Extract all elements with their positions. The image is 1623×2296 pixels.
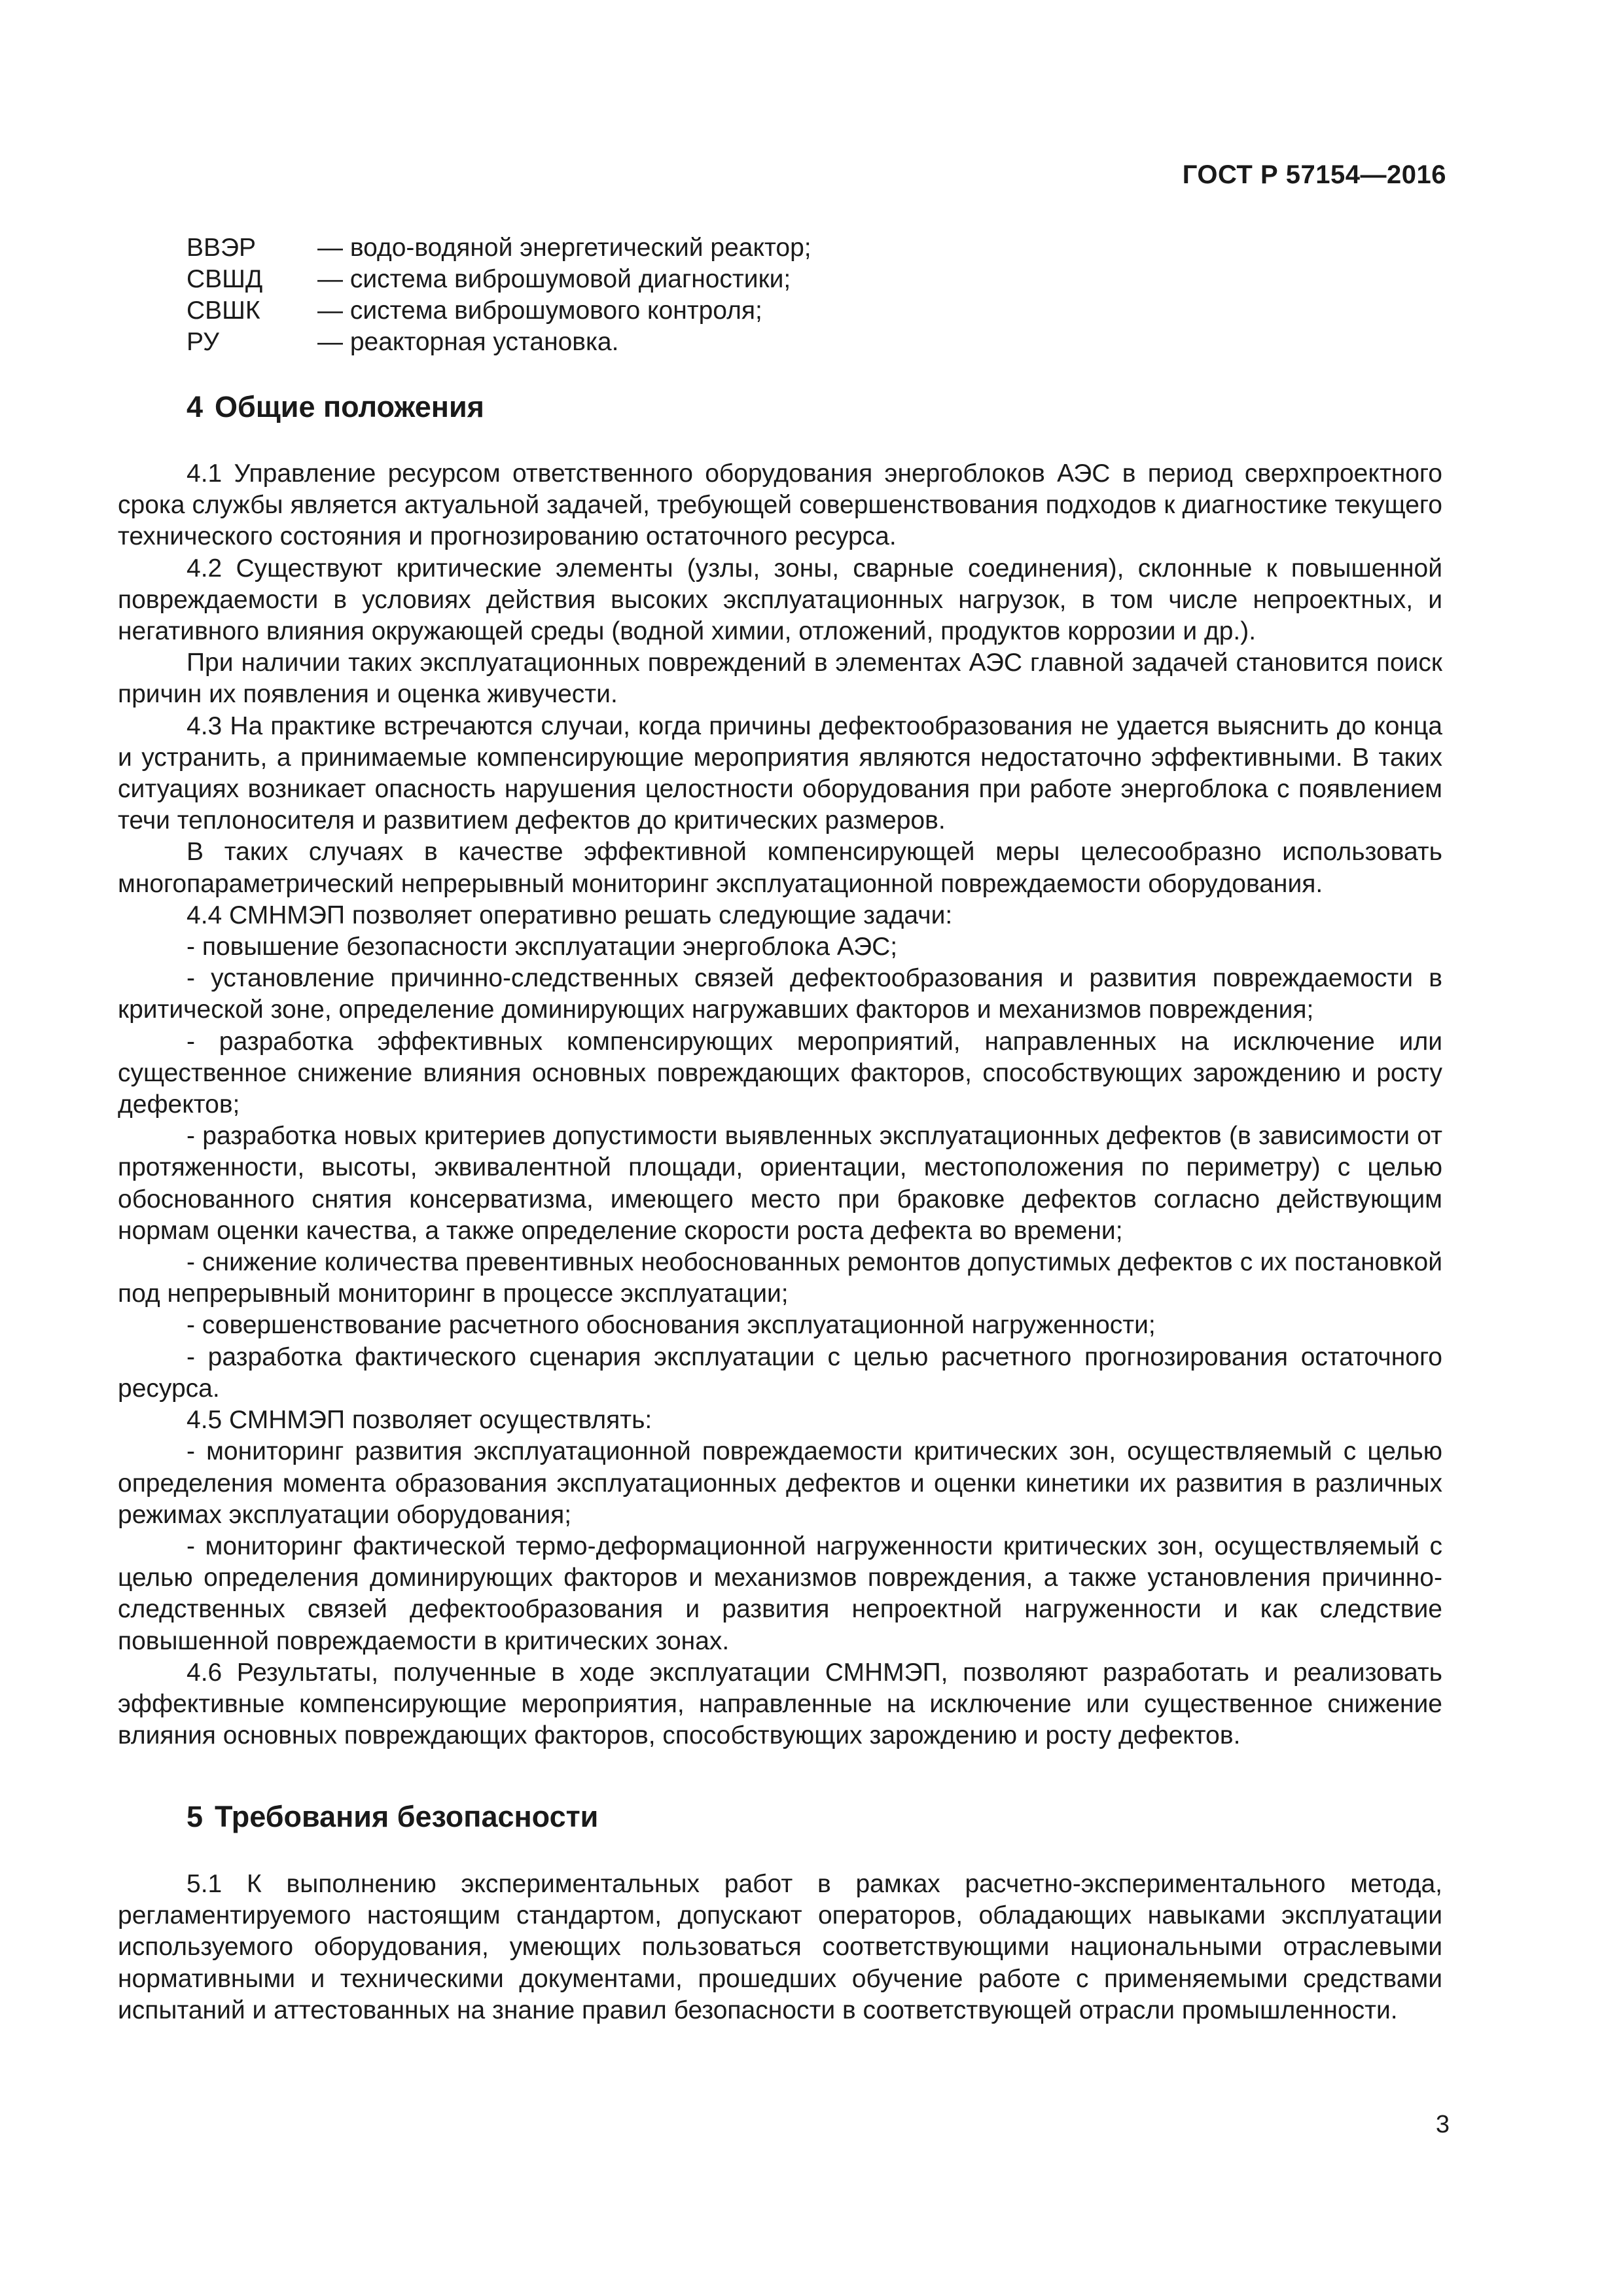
paragraph: 4.1 Управление ресурсом ответственного оборудования энергоблоков АЭС в период сверхпроектного срока службы является актуальной задачей, требующей совершенствования подходов к диагностике текущего технического состояния и прогнозированию остаточного ресурса.	[118, 459, 1442, 551]
section-5-body	[118, 1869, 1442, 2026]
list-item: - установление причинно-следственных связей дефектообразования и развития повреждаемости в критической зоне, определение доминирующих нагружавших факторов и механизмов повреждения;	[118, 964, 1442, 1024]
paragraph: 4.6 Результаты, полученные в ходе эксплуатации СМНМЭП, позволяют разработать и реализовать эффективные компенсирующие мероприятия, направленные на исключение или существенное снижение влияния основных повреждающих факторов, способствующих зарождению и росту дефектов.	[118, 1658, 1442, 1750]
abbreviation-term: СВШК	[187, 296, 260, 325]
section-4-heading	[187, 390, 484, 424]
section-number: 5	[187, 1800, 204, 1833]
list-item: - совершенствование расчетного обоснования эксплуатационной нагруженности;	[187, 1311, 1156, 1340]
section-number: 4	[187, 390, 204, 423]
abbreviation-row	[187, 232, 812, 264]
abbreviation-term: РУ	[187, 328, 219, 356]
abbreviation-term: СВШД	[187, 265, 263, 293]
abbreviation-term: ВВЭР	[187, 234, 257, 262]
list-item: - разработка эффективных компенсирующих мероприятий, направленных на исключение или существенное снижение влияния основных повреждающих факторов, способствующих зарождению и росту дефектов;	[118, 1027, 1442, 1119]
section-title: Общие положения	[215, 390, 484, 423]
paragraph: 4.2 Существуют критические элементы (узлы, зоны, сварные соединения), склонные к повышенной повреждаемости в условиях действия высоких эксплуатационных нагрузок, в том числе непроектных, и негативного влияния окружающей среды (водной химии, отложений, продуктов коррозии и др.).	[118, 554, 1442, 646]
list-item: - мониторинг развития эксплуатационной повреждаемости критических зон, осуществляемый с целью определения момента образования эксплуатационных дефектов и оценки кинетики их развития в различных режимах эксплуатации оборудования;	[118, 1437, 1442, 1529]
paragraph: В таких случаях в качестве эффективной компенсирующей меры целесообразно использовать многопараметрический непрерывный мониторинг эксплуатационной повреждаемости оборудования.	[118, 838, 1442, 898]
paragraph: При наличии таких эксплуатационных повреждений в элементах АЭС главной задачей становится поиск причин их появления и оценка живучести.	[118, 649, 1442, 709]
list-item: - мониторинг фактической термо-деформационной нагруженности критических зон, осуществляемый с целью определения доминирующих факторов и механизмов повреждения, а также установления причинно-следственных связей дефектообразования и развития непроектной нагруженности и как следствие повышенной повреждаемости в критических зонах.	[118, 1532, 1442, 1655]
paragraph: 4.5 СМНМЭП позволяет осуществлять:	[187, 1406, 652, 1435]
list-item: - повышение безопасности эксплуатации энергоблока АЭС;	[187, 933, 898, 961]
abbreviation-row	[187, 295, 812, 327]
section-5-heading	[187, 1800, 598, 1834]
list-item: - снижение количества превентивных необоснованных ремонтов допустимых дефектов с их постановкой под непрерывный мониторинг в процессе эксплуатации;	[118, 1248, 1442, 1308]
section-4-body	[118, 458, 1442, 1751]
list-item: - разработка новых критериев допустимости выявленных эксплуатационных дефектов (в зависимости от протяженности, высоты, эквивалентной площади, ориентации, местоположения по периметру) с целью обоснованного снятия консерватизма, имеющего место при браковке дефектов согласно действующим нормам оценки качества, а также определение скорости роста дефекта во времени;	[118, 1122, 1442, 1245]
document-header: ГОСТ Р 57154—2016	[1182, 160, 1446, 189]
abbreviation-row	[187, 264, 812, 295]
abbreviation-definition: — реакторная установка.	[317, 328, 619, 356]
abbreviation-row	[187, 327, 812, 358]
abbreviation-definition: — система виброшумового контроля;	[317, 296, 762, 325]
abbreviation-definition: — водо-водяной энергетический реактор;	[317, 234, 812, 262]
paragraph: 4.3 На практике встречаются случаи, когда причины дефектообразования не удается выяснить до конца и устранить, а принимаемые компенсирующие мероприятия являются недостаточно эффективными. В таких ситуациях возникает опасность нарушения целостности оборудования при работе энергоблока с появлением течи теплоносителя и развитием дефектов до критических размеров.	[118, 711, 1442, 835]
section-title: Требования безопасности	[215, 1800, 599, 1833]
list-item: - разработка фактического сценария эксплуатации с целью расчетного прогнозирования остаточного ресурса.	[118, 1342, 1442, 1403]
abbreviation-definition: — система виброшумовой диагностики;	[317, 265, 791, 293]
paragraph: 5.1 К выполнению экспериментальных работ в рамках расчетно-экспериментального метода, регламентируемого настоящим стандартом, допускают операторов, обладающих навыками эксплуатации используемого оборудования, умеющих пользоваться соответствующими национальными отраслевыми нормативными и техническими документами, прошедших обучение работе с применяемыми средствами испытаний и аттестованных на знание правил безопасности в соответствующей отрасли промышленности.	[118, 1870, 1442, 2024]
paragraph: 4.4 СМНМЭП позволяет оперативно решать следующие задачи:	[187, 901, 953, 929]
abbreviations-list	[187, 232, 812, 358]
page-number: 3	[1435, 2111, 1450, 2138]
